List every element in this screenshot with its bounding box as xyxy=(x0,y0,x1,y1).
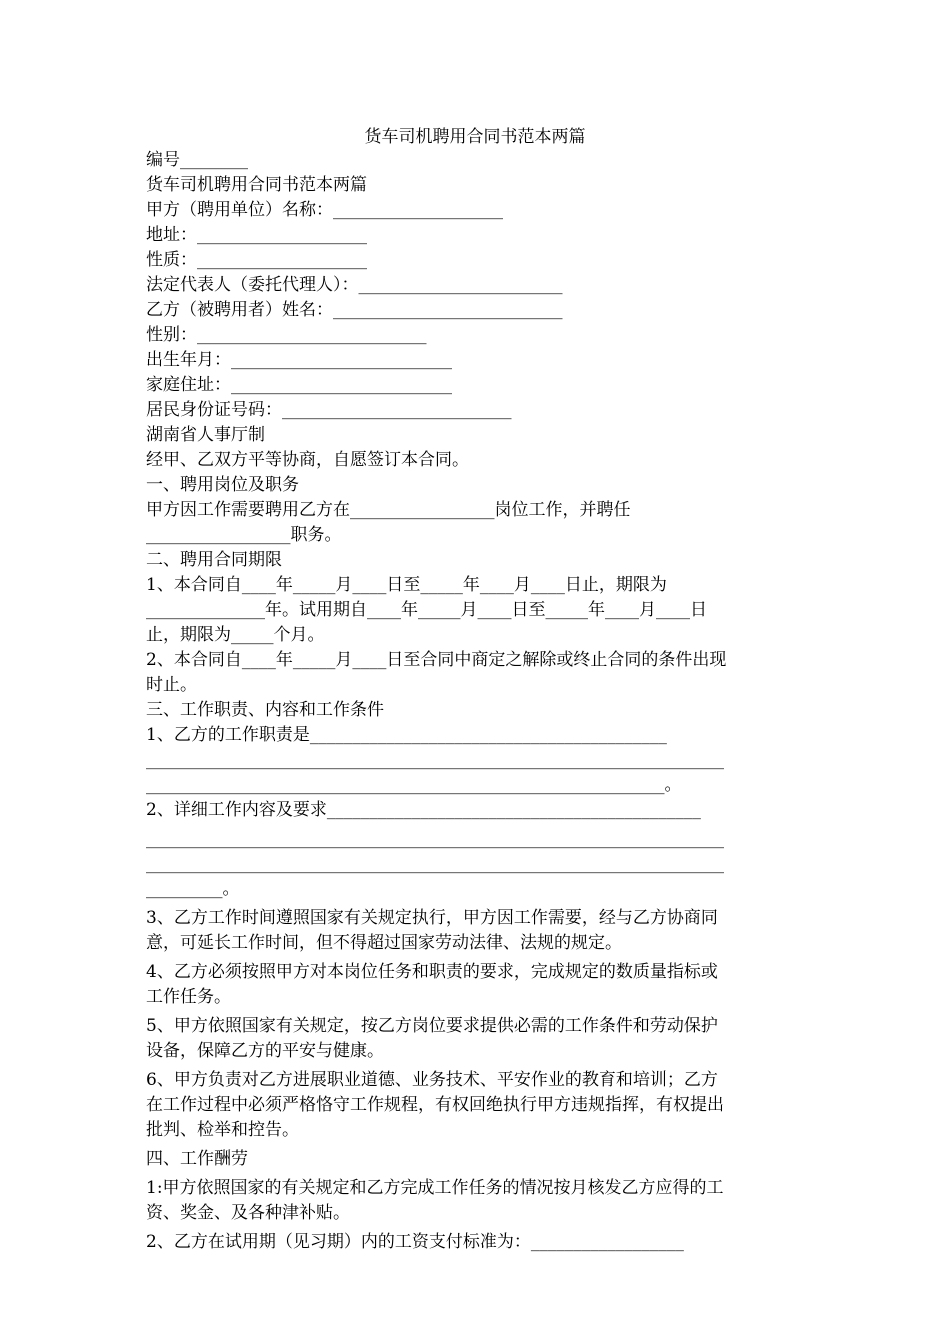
document-title: 货车司机聘用合同书范本两篇 xyxy=(364,127,586,147)
document-line: 出生年月：__________________________ xyxy=(146,350,452,370)
document-line: 1:甲方依照国家的有关规定和乙方完成工作任务的情况按月核发乙方应得的工 xyxy=(146,1178,724,1198)
document-line: 1、乙方的工作职责是__________________________________________ xyxy=(146,725,667,745)
document-line: 在工作过程中必须严格恪守工作规程，有权回绝执行甲方违规指挥，有权提出 xyxy=(146,1095,724,1115)
document-line: 四、工作酬劳 xyxy=(146,1149,248,1169)
document-line: 性质：____________________ xyxy=(146,250,367,270)
document-line: 三、工作职责、内容和工作条件 xyxy=(146,700,384,720)
document-line: 设备，保障乙方的平安与健康。 xyxy=(146,1041,384,1061)
document-line: ____________________________________________________________________ xyxy=(146,829,724,849)
document-line: 工作任务。 xyxy=(146,987,231,1007)
document-line: _________。 xyxy=(146,879,240,899)
document-line: 性别：___________________________ xyxy=(146,325,427,345)
document-line: _____________________________________________________________。 xyxy=(146,775,682,795)
document-line: 意，可延长工作时间，但不得超过国家劳动法律、法规的规定。 xyxy=(146,933,622,953)
document-line: 甲方（聘用单位）名称：____________________ xyxy=(146,200,503,220)
document-line: ____________________________________________________________________ xyxy=(146,854,724,874)
document-line: 5、甲方依照国家有关规定，按乙方岗位要求提供必需的工作条件和劳动保护 xyxy=(146,1016,718,1036)
document-body xyxy=(146,148,798,1255)
document-line: 资、奖金、及各种津补贴。 xyxy=(146,1203,350,1223)
document-line: 批判、检举和控告。 xyxy=(146,1120,299,1140)
document-line: 湖南省人事厅制 xyxy=(146,425,265,445)
document-line: 2、详细工作内容及要求____________________________________________ xyxy=(146,800,701,820)
document-line: 时止。 xyxy=(146,675,197,695)
document-line: 止，期限为_____个月。 xyxy=(146,625,325,645)
document-line: ______________年。试用期自____年_____月____日至_____年____月____日 xyxy=(146,600,707,620)
document-line: 2、本合同自____年_____月____日至合同中商定之解除或终止合同的条件出现 xyxy=(146,650,727,670)
document-line: 货车司机聘用合同书范本两篇 xyxy=(146,175,367,195)
document-line: 家庭住址：__________________________ xyxy=(146,375,452,395)
document-line: 地址：____________________ xyxy=(146,225,367,245)
document-line: 二、聘用合同期限 xyxy=(146,550,282,570)
document-line: _________________职务。 xyxy=(146,525,342,545)
document-line: 6、甲方负责对乙方进展职业道德、业务技术、平安作业的教育和培训；乙方 xyxy=(146,1070,718,1090)
document-line: 居民身份证号码：___________________________ xyxy=(146,400,512,420)
document-line: 经甲、乙双方平等协商，自愿签订本合同。 xyxy=(146,450,469,470)
document-line: 2、乙方在试用期（见习期）内的工资支付标准为：__________________ xyxy=(146,1232,684,1252)
document-line: ____________________________________________________________________ xyxy=(146,750,724,770)
document-line: 编号________ xyxy=(146,150,248,170)
document-line: 法定代表人（委托代理人）：________________________ xyxy=(146,275,563,295)
document-line: 3、乙方工作时间遵照国家有关规定执行，甲方因工作需要，经与乙方协商同 xyxy=(146,908,718,928)
document-line: 乙方（被聘用者）姓名：___________________________ xyxy=(146,300,563,320)
document-line: 4、乙方必须按照甲方对本岗位任务和职责的要求，完成规定的数质量指标或 xyxy=(146,962,718,982)
document-line: 甲方因工作需要聘用乙方在_________________岗位工作，并聘任 xyxy=(146,500,631,520)
document-line: 1、本合同自____年_____月____日至_____年____月____日止，期限为 xyxy=(146,575,667,595)
document-line: 一、聘用岗位及职务 xyxy=(146,475,299,495)
